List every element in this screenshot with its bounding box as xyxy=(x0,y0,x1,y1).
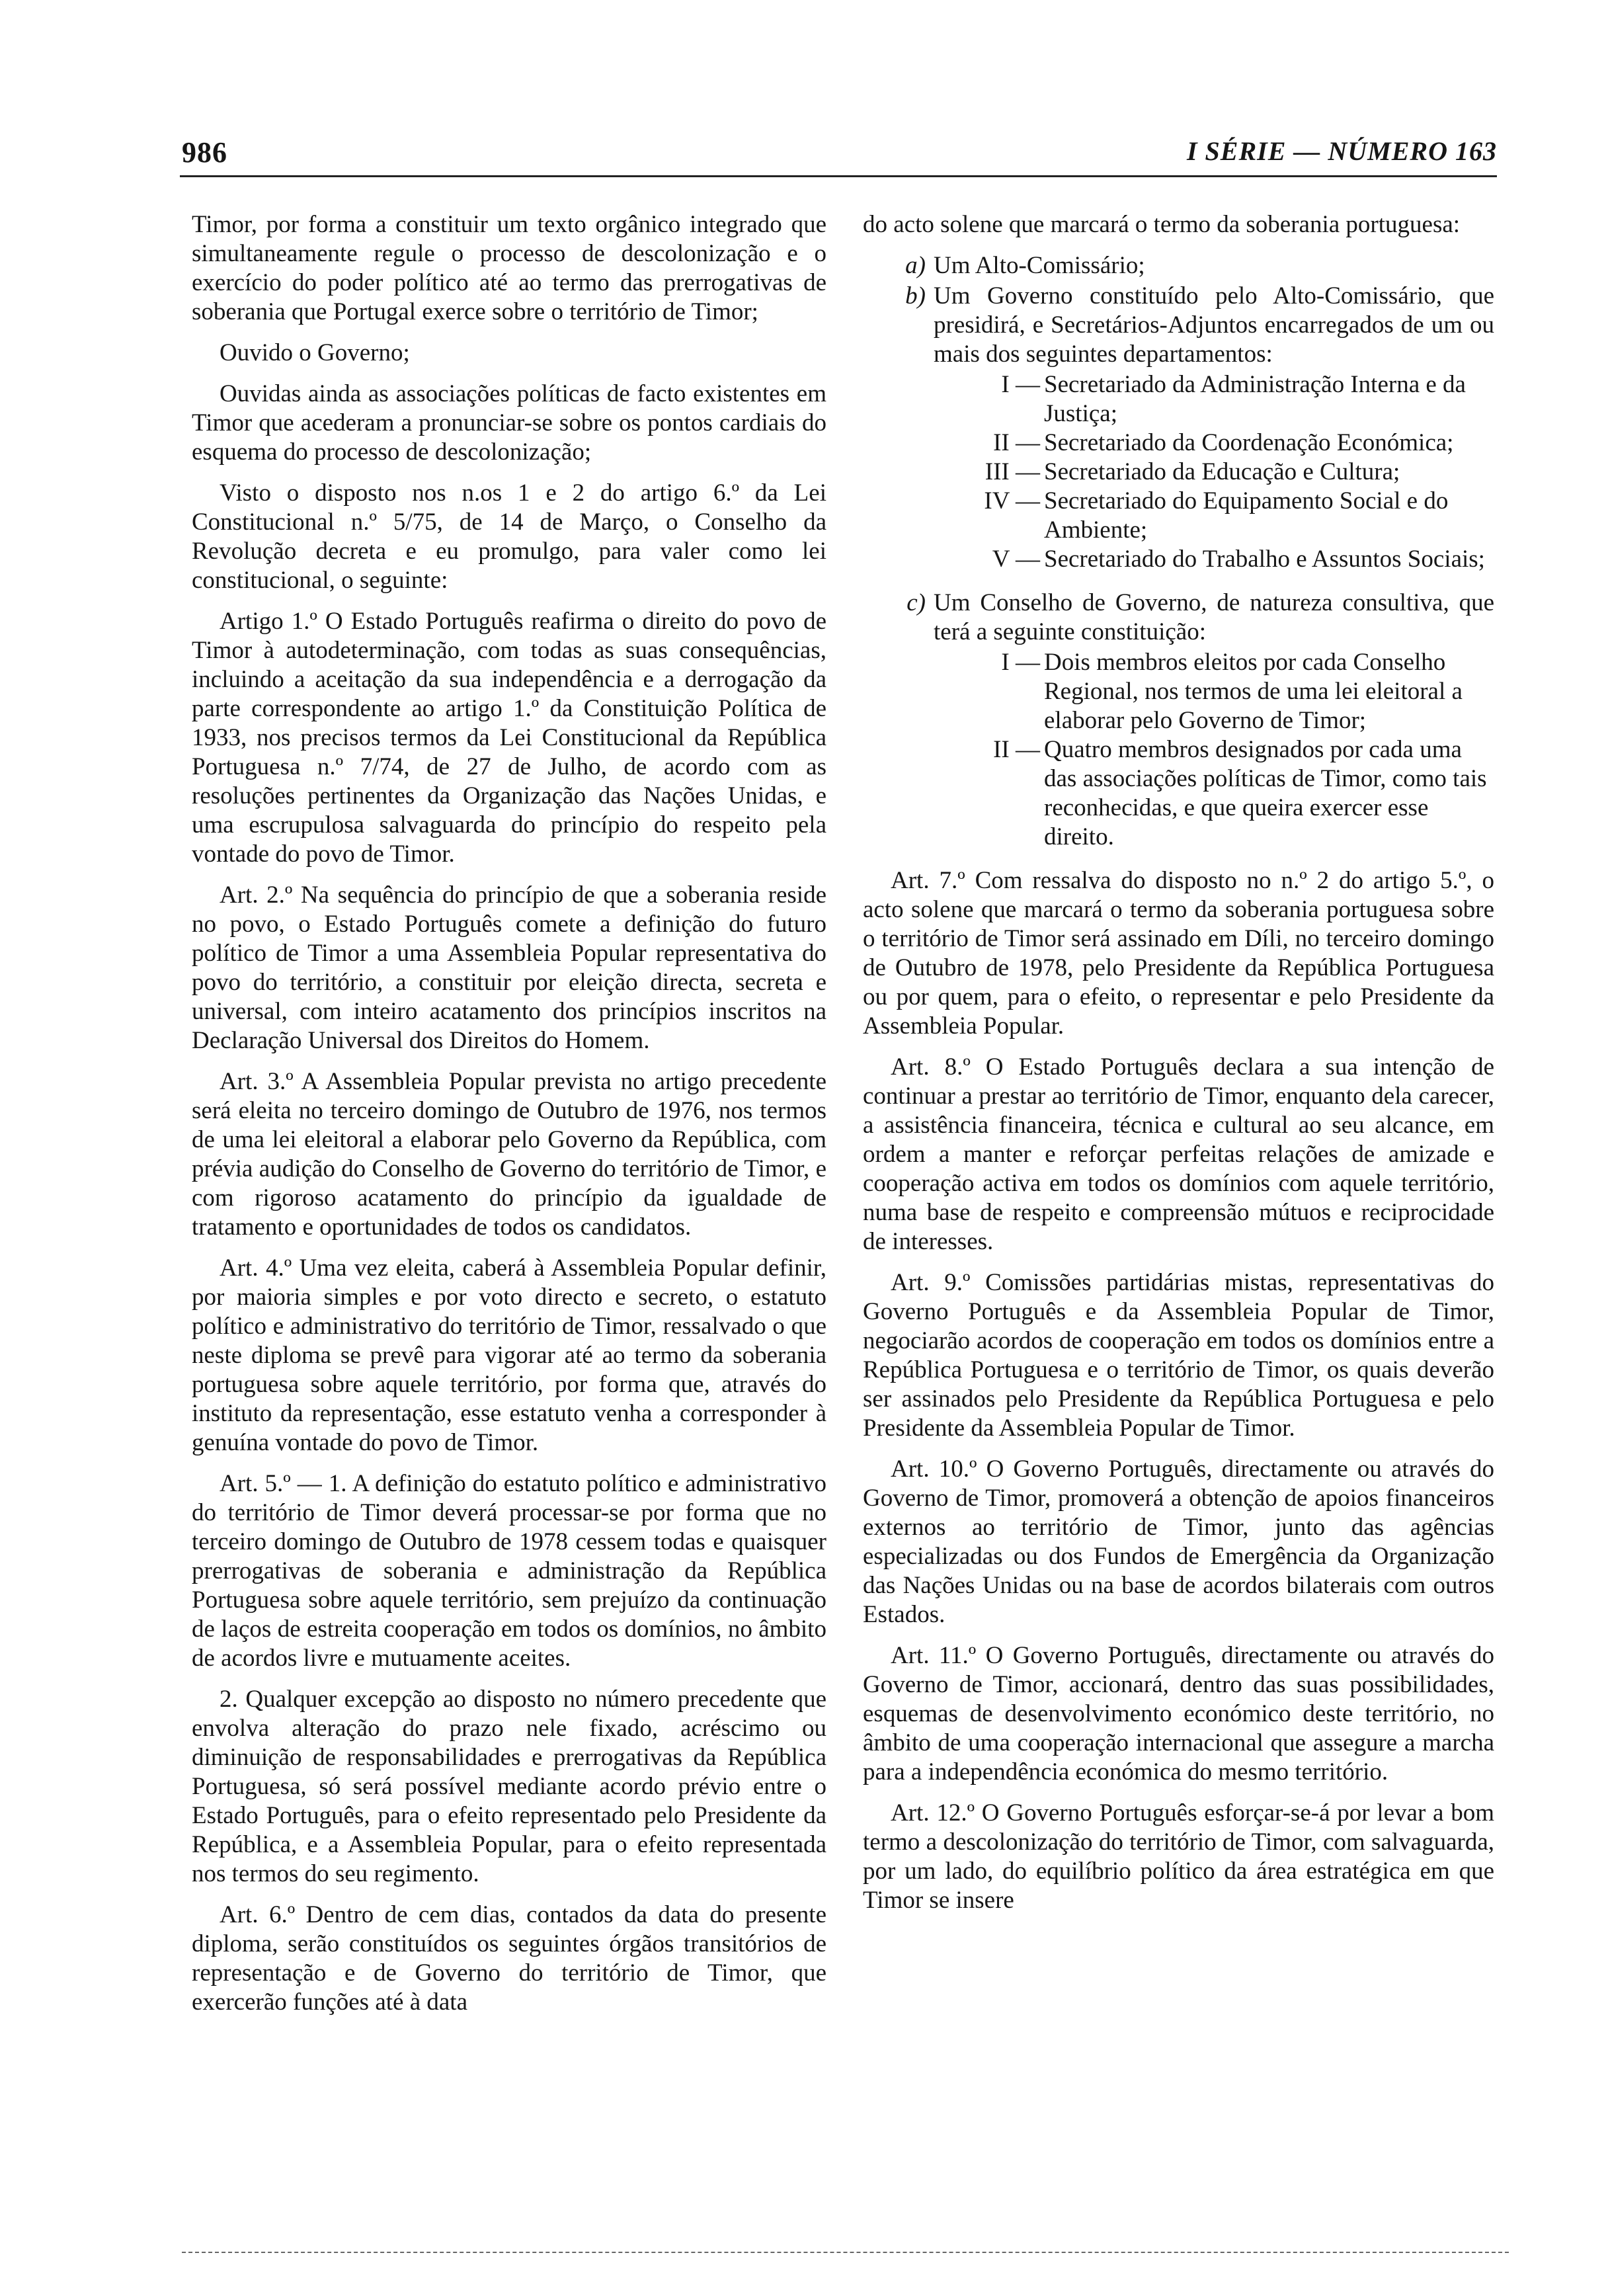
department-text: Secretariado do Trabalho e Assuntos Sociais; xyxy=(1044,546,1485,573)
article-6: Art. 6.º Dentro de cem dias, contados da data do presente diploma, serão constituídos os seguintes órgãos transitórios de representação e de Governo do território de Timor, que exercerão funções até à data xyxy=(192,1901,826,2016)
paragraph: Timor, por forma a constituir um texto orgânico integrado que simultaneamente regule o processo de descolonização e o exercício do poder político até ao termo das prerrogativas de soberania que Portugal exerce sobre o território de Timor; xyxy=(192,211,826,325)
department-item xyxy=(863,545,1494,574)
list-text: Um Governo constituído pelo Alto-Comissário, que presidirá, e Secretários-Adjuntos encarregados de um ou mais dos seguintes departamentos: xyxy=(934,282,1494,368)
department-text: Secretariado da Educação e Cultura; xyxy=(1044,458,1400,485)
department-numeral: III — xyxy=(985,458,1040,485)
council-item xyxy=(863,648,1494,735)
series-title: I SÉRIE — NÚMERO 163 xyxy=(1186,136,1497,166)
article-12: Art. 12.º O Governo Português esforçar-se-á por levar a bom termo a descolonização do território de Timor, com salvaguarda, por um lado, do equilíbrio político da área estratégica em que Timor se insere xyxy=(863,1799,1494,1914)
paragraph: Visto o disposto nos n.os 1 e 2 do artigo 6.º da Lei Constitucional n.º 5/75, de 14 de Março, o Conselho da Revolução decreta e eu promulgo, para valer como lei constitucional, o seguinte: xyxy=(192,479,826,594)
council-text: Quatro membros designados por cada uma das associações políticas de Timor, como tais reconhecidas, e que queira exercer esse direito. xyxy=(1044,736,1487,850)
department-numeral: II — xyxy=(993,429,1040,456)
department-text: Secretariado da Administração Interna e da Justiça; xyxy=(1044,371,1466,427)
department-numeral: I — xyxy=(1001,371,1040,398)
list-marker: a) xyxy=(905,252,926,279)
list-item xyxy=(863,589,1494,647)
department-numeral: V — xyxy=(992,546,1040,573)
footer-rule xyxy=(182,2252,1509,2253)
article-2: Art. 2.º Na sequência do princípio de que a soberania reside no povo, o Estado Português comete a definição do futuro político de Timor a uma Assembleia Popular representativa do povo do território, a constituir por eleição directa, secreta e universal, com inteiro acatamento dos princípios inscritos na Declaração Universal dos Direitos do Homem. xyxy=(192,882,826,1054)
department-item xyxy=(863,487,1494,545)
header-rule xyxy=(180,175,1497,177)
council-item xyxy=(863,735,1494,852)
department-text: Secretariado da Coordenação Económica; xyxy=(1044,429,1454,456)
article-5-2: 2. Qualquer excepção ao disposto no número precedente que envolva alteração do prazo nele fixado, acréscimo ou diminuição de responsabilidades e prerrogativas da República Portuguesa, só será possível mediante acordo prévio entre o Estado Português, para o efeito representado pelo Presidente da República, e a Assembleia Popular, para o efeito representada nos termos do seu regimento. xyxy=(192,1686,826,1887)
council-numeral: I — xyxy=(1001,649,1040,676)
article-10: Art. 10.º O Governo Português, directamente ou através do Governo de Timor, promoverá a obtenção de apoios financeiros externos ao território de Timor, junto das agências especializadas ou dos Fundos de Emergência da Organização das Nações Unidas ou na base de acordos bilaterais com outros Estados. xyxy=(863,1456,1494,1628)
list-text: Um Conselho de Governo, de natureza consultiva, que terá a seguinte constituição: xyxy=(934,589,1494,645)
list-item xyxy=(863,251,1494,280)
department-item xyxy=(863,429,1494,458)
department-numeral: IV — xyxy=(984,487,1040,514)
article-11: Art. 11.º O Governo Português, directamente ou através do Governo de Timor, accionará, dentro das suas possibilidades, esquemas de desenvolvimento económico deste território, no âmbito de uma cooperação internacional que assegure a marcha para a independência económica do mesmo território. xyxy=(863,1642,1494,1785)
list-item xyxy=(863,282,1494,369)
list-text: Um Alto-Comissário; xyxy=(934,252,1145,279)
department-text: Secretariado do Equipamento Social e do Ambiente; xyxy=(1044,487,1449,544)
paragraph: Ouvido o Governo; xyxy=(220,339,410,366)
list-marker: b) xyxy=(905,282,926,309)
left-column xyxy=(192,210,826,2029)
article-3: Art. 3.º A Assembleia Popular prevista no artigo precedente será eleita no terceiro domingo de Outubro de 1976, nos termos de uma lei eleitoral a elaborar pelo Governo da República, com prévia audição do Conselho de Governo do território de Timor, e com rigoroso acatamento do princípio da igualdade de tratamento e oportunidades de todos os candidatos. xyxy=(192,1068,826,1241)
council-numeral: II — xyxy=(993,736,1040,763)
department-item xyxy=(863,370,1494,429)
council-text: Dois membros eleitos por cada Conselho Regional, nos termos de uma lei eleitoral a elaborar pelo Governo de Timor; xyxy=(1044,649,1463,734)
paragraph: Ouvidas ainda as associações políticas de facto existentes em Timor que acederam a pronunciar-se sobre os pontos cardiais do esquema do processo de descolonização; xyxy=(192,380,826,466)
paragraph: do acto solene que marcará o termo da soberania portuguesa: xyxy=(863,211,1461,238)
article-5-1: Art. 5.º — 1. A definição do estatuto político e administrativo do território de Timor deverá processar-se por forma que no terceiro domingo de Outubro de 1978 cessem todas e quaisquer prerrogativas de soberania e administração da República Portuguesa sobre aquele território, sem prejuízo da continuação de laços de estreita cooperação em todos os domínios, no âmbito de acordos livre e mutuamente aceites. xyxy=(192,1470,826,1672)
article-9: Art. 9.º Comissões partidárias mistas, representativas do Governo Português e da Assembleia Popular de Timor, negociarão acordos de cooperação em todos os domínios entre a República Portuguesa e o território de Timor, os quais deverão ser assinados pelo Presidente da República Portuguesa e pelo Presidente da Assembleia Popular de Timor. xyxy=(863,1269,1494,1442)
article-1: Artigo 1.º O Estado Português reafirma o direito do povo de Timor à autodeterminação, com todas as suas consequências, incluindo a aceitação da sua independência e a derrogação da parte correspondente ao artigo 1.º da Constituição Política de 1933, nos precisos termos da Lei Constitucional da República Portuguesa n.º 7/74, de 27 de Julho, de acordo com as resoluções pertinentes da Organização das Nações Unidas, e uma escrupulosa salvaguarda do princípio do respeito pela vontade do povo de Timor. xyxy=(192,608,826,868)
list-marker: c) xyxy=(906,589,926,616)
article-4: Art. 4.º Uma vez eleita, caberá à Assembleia Popular definir, por maioria simples e por voto directo e secreto, o estatuto político e administrativo do território de Timor, ressalvado o que neste diploma se prevê para vigorar até ao termo da soberania portuguesa sobre aquele território, por forma que, através do instituto da representação, esse estatuto venha a corresponder à genuína vontade do povo de Timor. xyxy=(192,1254,826,1456)
article-8: Art. 8.º O Estado Português declara a sua intenção de continuar a prestar ao território de Timor, enquanto dela carecer, a assistência financeira, técnica e cultural ao seu alcance, em ordem a manter e reforçar perfeitas relações de amizade e cooperação activa em todos os domínios com aquele território, numa base de respeito e compreensão mútuos e reciprocidade de interesses. xyxy=(863,1053,1494,1255)
department-item xyxy=(863,458,1494,487)
article-7: Art. 7.º Com ressalva do disposto no n.º 2 do artigo 5.º, o acto solene que marcará o termo da soberania portuguesa sobre o território de Timor será assinado em Díli, no terceiro domingo de Outubro de 1978, pelo Presidente da República Portuguesa ou por quem, para o efeito, o representar e pelo Presidente da Assembleia Popular. xyxy=(863,867,1494,1040)
page-number: 986 xyxy=(182,136,227,169)
right-column xyxy=(863,210,1494,1927)
